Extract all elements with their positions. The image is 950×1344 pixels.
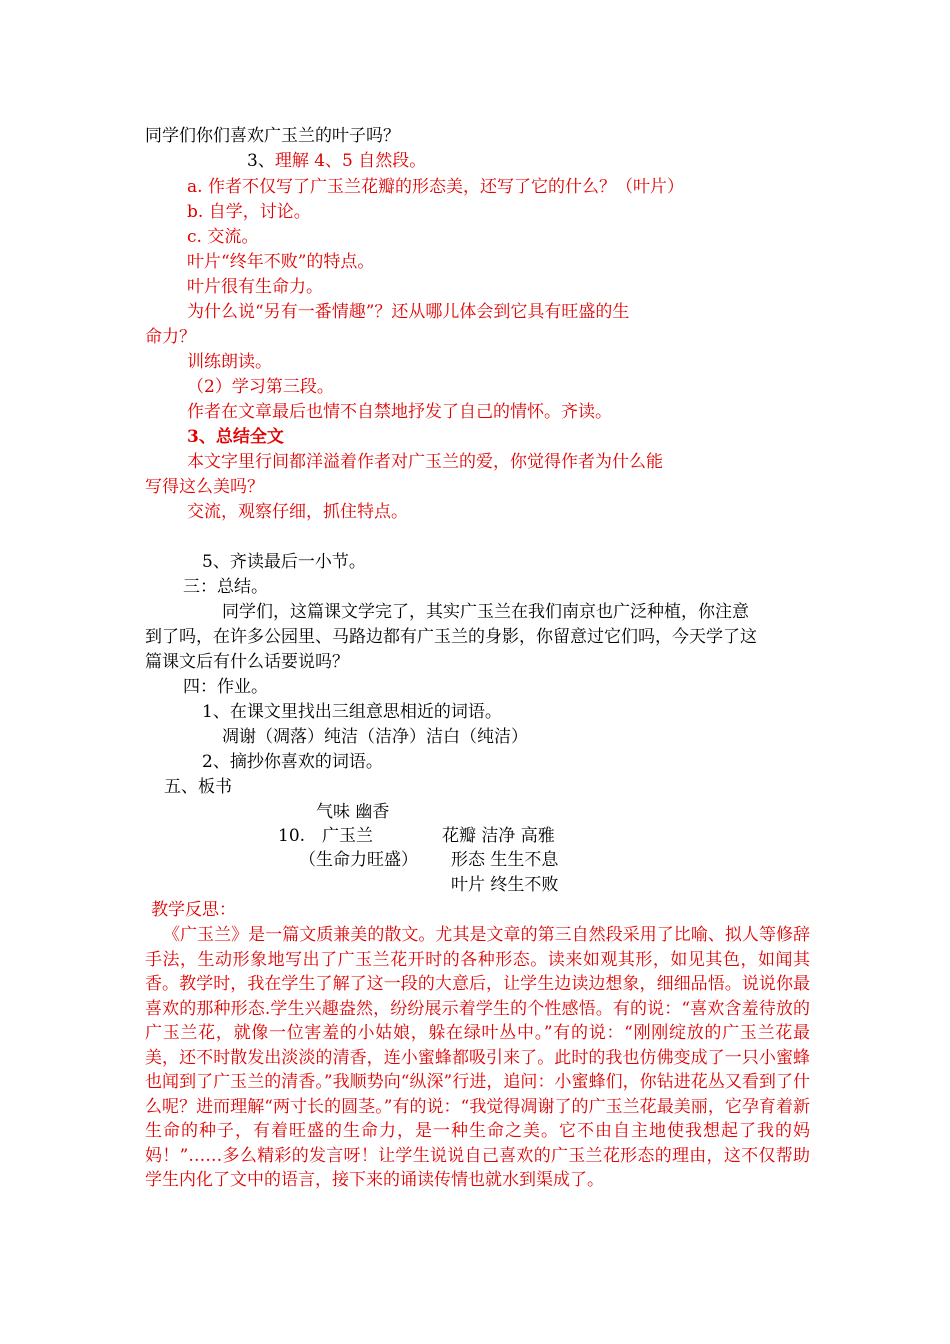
summary-question-cont: 写得这么美吗？ (145, 477, 264, 497)
leaf-vitality-line: 叶片很有生命力。 (187, 277, 323, 297)
blackboard-heading: 五、板书 (164, 777, 232, 797)
question-line: 同学们你们喜欢广玉兰的叶子吗？ (145, 126, 400, 146)
exchange-line: 交流，观察仔细，抓住特点。 (187, 502, 408, 522)
board-smell: 气味 幽香 (316, 802, 390, 822)
step-3-number: 3、 (247, 151, 275, 171)
homework-item-2: 2、摘抄你喜欢的词语。 (202, 752, 383, 772)
board-lesson-number: 10. (278, 826, 306, 846)
board-leaf: 叶片 终生不败 (451, 875, 559, 895)
reflection-heading: 教学反思： (151, 900, 236, 920)
leaf-feature-line: 叶片“终年不败”的特点。 (187, 252, 375, 272)
item-c: c. 交流。 (187, 227, 259, 247)
read-training-line: 训练朗读。 (187, 352, 272, 372)
board-vitality: （生命力旺盛） (299, 850, 418, 870)
step-3-text: 理解 4、5 自然段。 (274, 151, 427, 171)
step-5-line: 5、齐读最后一小节。 (202, 552, 366, 572)
board-petal: 花瓣 洁净 高雅 (442, 826, 555, 846)
section-conclusion-heading: 三：总结。 (183, 577, 268, 597)
item-b: b. 自学，讨论。 (187, 202, 311, 222)
section-three-line: （2）学习第三段。 (187, 377, 334, 397)
why-question-line: 为什么说“另有一番情趣”？还从哪儿体会到它具有旺盛的生 (187, 302, 630, 322)
conclusion-text-2: 到了吗，在许多公园里、马路边都有广玉兰的身影，你留意过它们吗，今天学了这 (145, 627, 757, 647)
homework-item-1: 1、在课文里找出三组意思相近的词语。 (202, 702, 502, 722)
board-form: 形态 生生不息 (451, 850, 559, 870)
summary-question-line: 本文字里行间都洋溢着作者对广玉兰的爱，你觉得作者为什么能 (187, 452, 663, 472)
homework-words: 凋谢（凋落）纯洁（洁净）洁白（纯洁） (222, 727, 528, 747)
author-feeling-line: 作者在文章最后也情不自禁地抒发了自己的情怀。齐读。 (187, 402, 612, 422)
item-a: a. 作者不仅写了广玉兰花瓣的形态美，还写了它的什么？（叶片） (187, 177, 684, 197)
conclusion-text-1: 同学们，这篇课文学完了，其实广玉兰在我们南京也广泛种植，你注意 (222, 602, 749, 622)
board-title: 广玉兰 (322, 826, 373, 846)
step-3-heading (247, 149, 426, 173)
reflection-body: 《广玉兰》是一篇文质兼美的散文。尤其是文章的第三自然段采用了比喻、拟人等修辞手法，生动形象地写出了广玉兰花开时的各种形态。读来如观其形，如见其色，如闻其香。教学时，我在学生了解了这一段的大意后，让学生边读边想象，细细品悟。说说你最喜欢的那种形态.学生兴趣盎然，纷纷展示着学生的个性感悟。有的说：“喜欢含羞待放的广玉兰花，就像一位害羞的小姑娘，躲在绿叶丛中。”有的说：“刚刚绽放的广玉兰花最美，还不时散发出淡淡的清香，连小蜜蜂都吸引来了。此时的我也仿佛变成了一只小蜜蜂也闻到了广玉兰的清香。”我顺势向“纵深”行进，追问：小蜜蜂们，你钻进花丛又看到了什么呢？进而理解“两寸长的圆茎。”有的说：“我觉得凋谢了的广玉兰花最美丽，它孕育着新生命的种子，有着旺盛的生命力，是一种生命之美。它不由自主地使我想起了我的妈妈！”……多么精彩的发言呀！让学生说说自己喜欢的广玉兰花形态的理由，这不仅帮助学生内化了文中的语言，接下来的诵读传情也就水到渠成了。 (145, 925, 810, 1190)
why-question-cont: 命力？ (145, 327, 196, 347)
summary-heading: 3、总结全文 (187, 427, 284, 447)
homework-heading: 四：作业。 (183, 677, 268, 697)
conclusion-text-3: 篇课文后有什么话要说吗？ (145, 652, 349, 672)
